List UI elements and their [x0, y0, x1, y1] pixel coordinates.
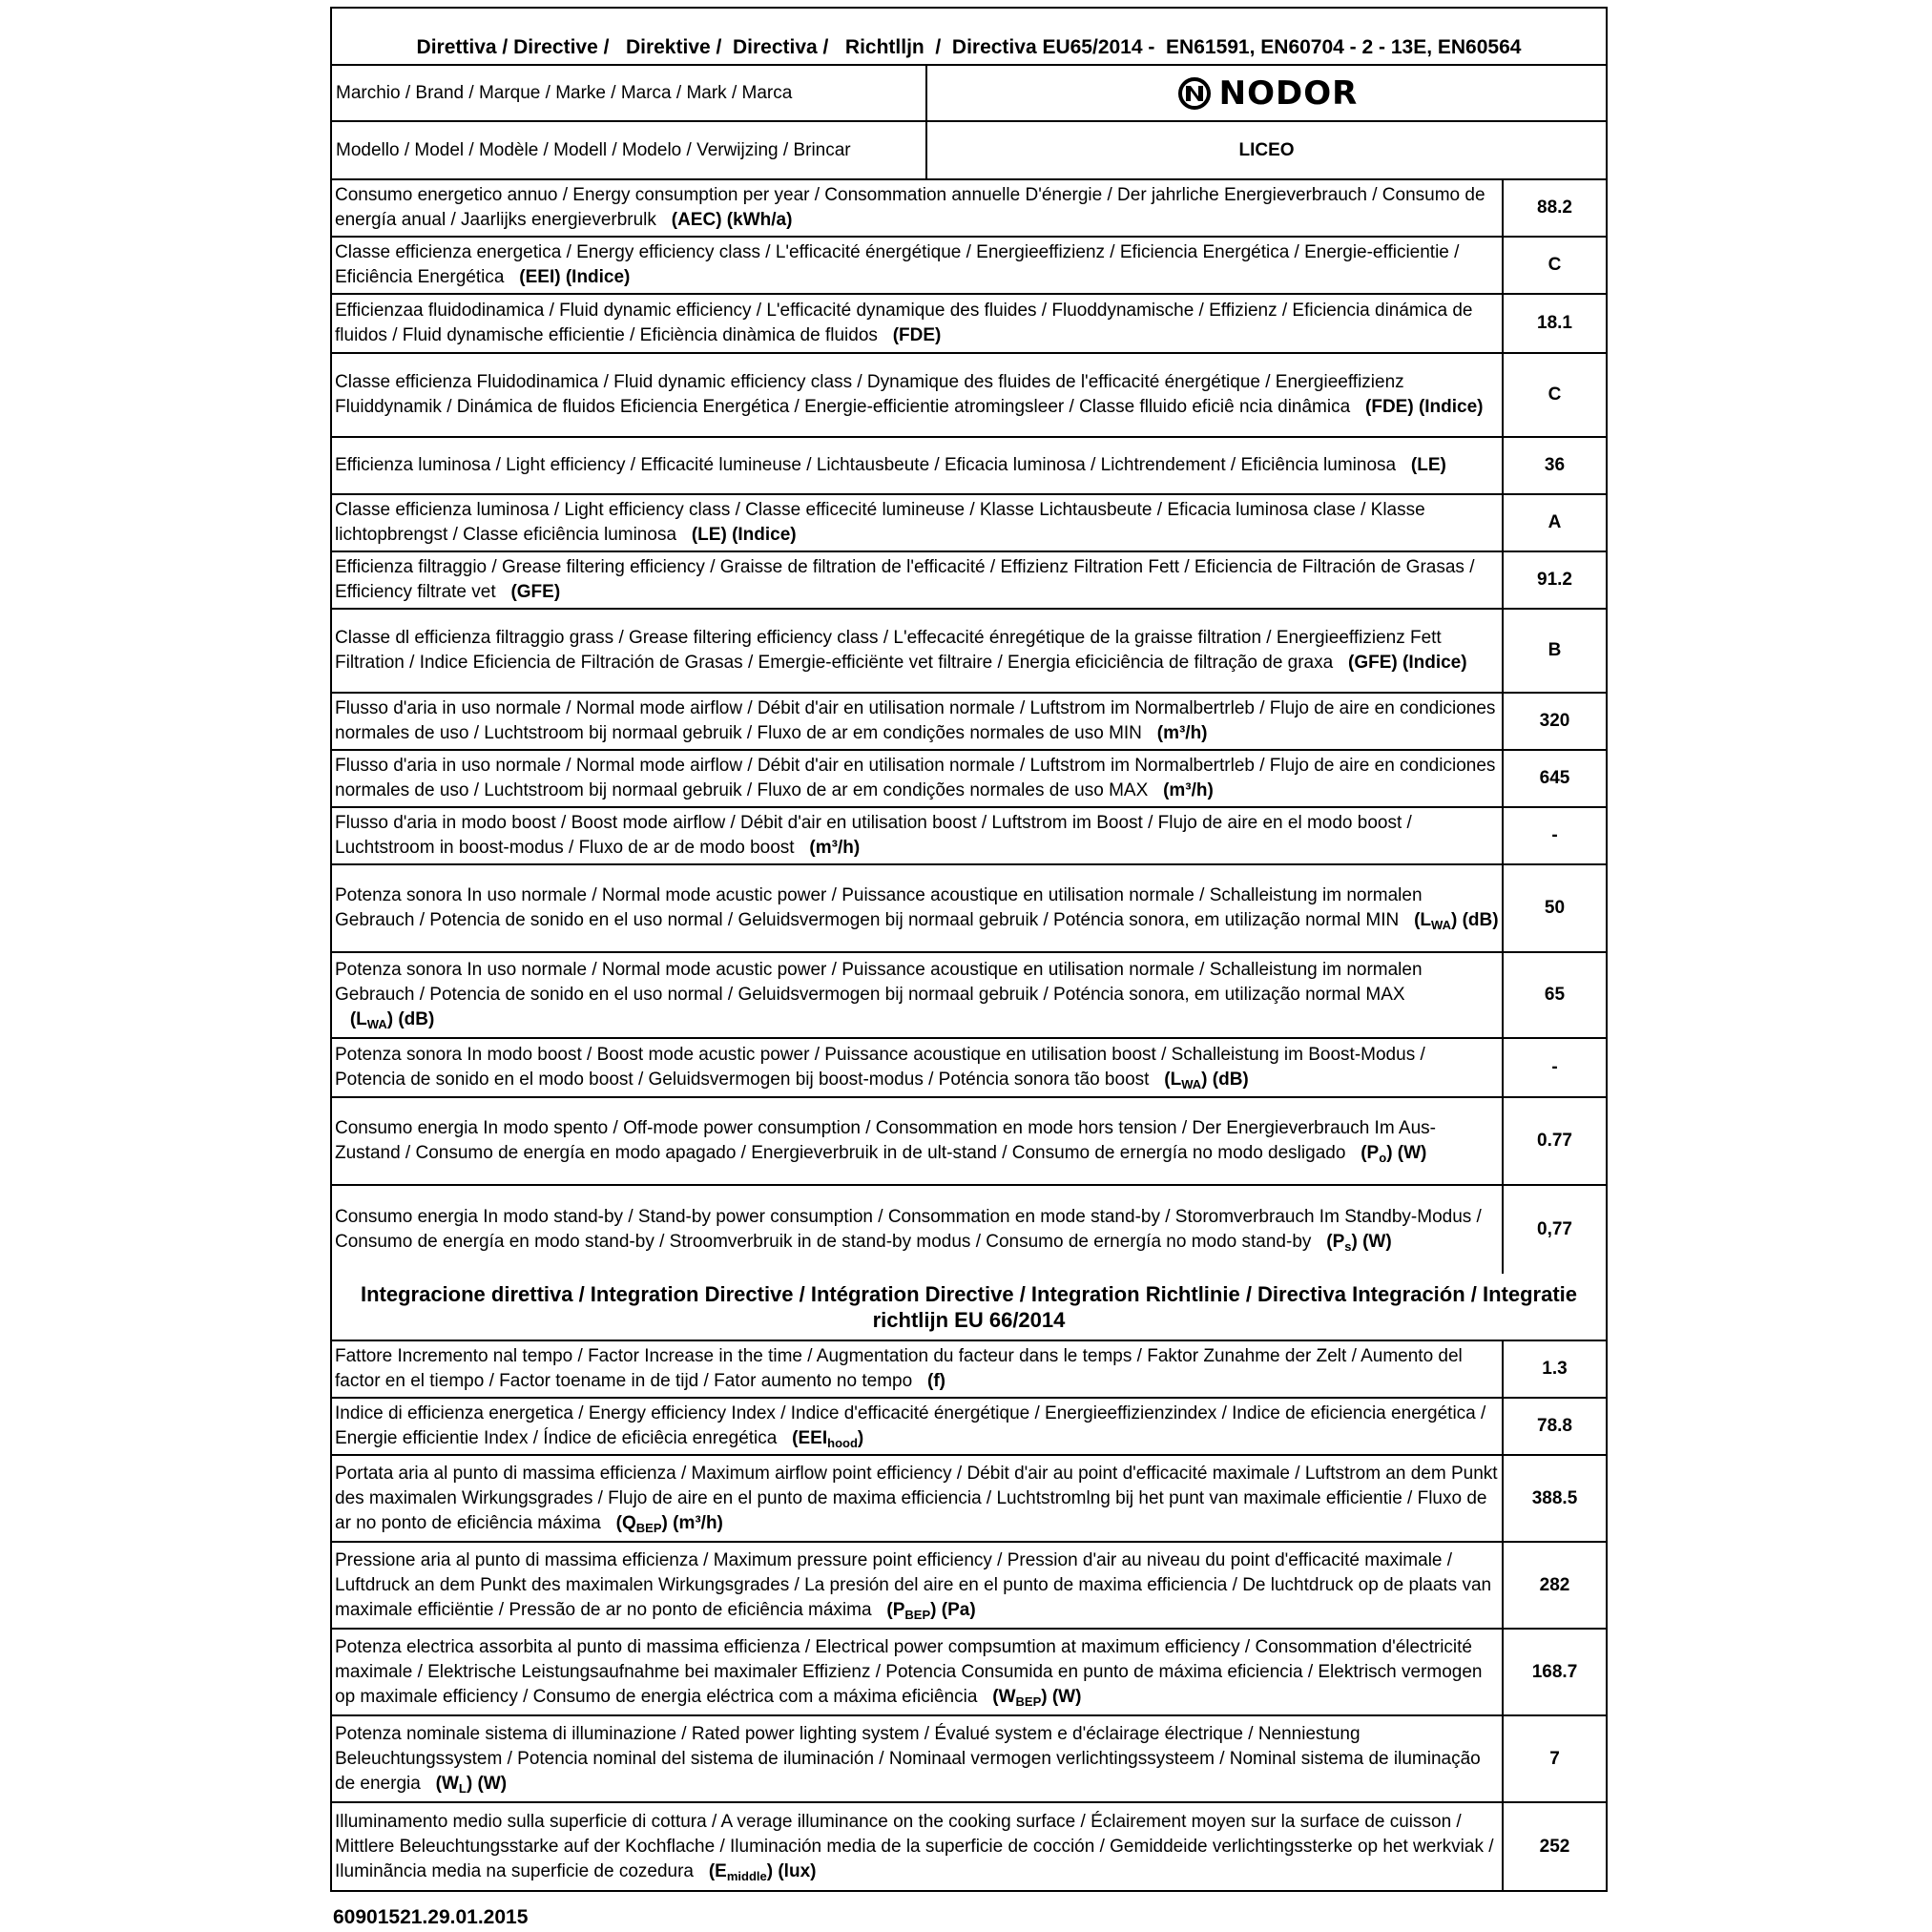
- row-unit: (m³/h): [1141, 723, 1208, 743]
- row-label: Efficienza filtraggio / Grease filtering efficiency / Graisse de filtration de l'efficacité / Effizienz Filtration Fett / Eficiencia de Filtración de Grasas / Efficiency filtrate vet: [335, 557, 1475, 602]
- integration-specs-table: [332, 1341, 1606, 1890]
- row-value: 168.7: [1531, 1661, 1578, 1682]
- row-description: [332, 1341, 1504, 1397]
- row-description: [332, 238, 1504, 293]
- row-description-text: [335, 1462, 1499, 1536]
- row-description-text: [335, 555, 1499, 605]
- row-unit: $(EEI_{hood})$: [777, 1428, 864, 1450]
- table-row: [332, 1341, 1606, 1399]
- row-value: 65: [1544, 985, 1566, 1005]
- row-description: [332, 694, 1504, 749]
- row-unit: (GFE): [495, 582, 561, 602]
- row-description: [332, 610, 1504, 692]
- row-description-text: [335, 958, 1499, 1032]
- row-label: Classe dl efficienza filtraggio grass / Grease filtering efficiency class / L'effecacité énregétique de la graisse filtration / Energieeffizienz Fett Filtration / Indice Eficiencia de Filtración de Grasas / Emergie-efficiënte vet filtraire / Energia eficiciência de filtração de graxa: [335, 628, 1442, 673]
- row-value: 645: [1539, 768, 1570, 788]
- row-value: 91.2: [1537, 570, 1572, 590]
- row-label: Illuminamento medio sulla superficie di cottura / A verage illuminance on the cooking surface / Éclairement moyen sur la surface de cuisson / Mittlere Beleuchtungsstarke auf der Kochflache / Iluminación media de la superficie de cocción / Gemiddeide verlichtingssterke op het werkviak / Iluminãncia media na superficie de cozedura: [335, 1811, 1494, 1881]
- table-row: [332, 953, 1606, 1039]
- row-label: Potenza nominale sistema di illuminazione / Rated power lighting system / Évalué system e d'éclairage électrique / Nenniestung Beleuchtungssystem / Potencia nominal del sistema de iluminación / Nominaal vermogen verlichtingssysteem / Nominal sistema de iluminação de energia: [335, 1723, 1481, 1794]
- row-value: 36: [1544, 455, 1566, 475]
- table-row: [332, 610, 1606, 694]
- table-row: [332, 751, 1606, 808]
- row-value: 1.3: [1542, 1359, 1568, 1379]
- row-value: 78.8: [1537, 1416, 1572, 1436]
- row-unit: $(P_s)$ (W): [1311, 1232, 1392, 1254]
- row-label: Consumo energia In modo stand-by / Stand-by power consumption / Consommation en mode stand-by / Storomverbrauch Im Standby-Modus / Consumo de energía en modo stand-by / Stroomverbruik in de stand-by modus / Consumo de ernergía no modo stand-by: [335, 1207, 1482, 1252]
- row-unit: (GFE) (Indice): [1333, 653, 1467, 673]
- row-description-text: [335, 1043, 1499, 1092]
- row-label: Potenza electrica assorbita al punto di massima efficienza / Electrical power compsumtion at maximum efficiency / Consommation d'électricité maximale / Elektrische Leistungsaufnahme bei maximaler Effizienz / Potencia Consumida en punto de máxima eficiencia / Elektrisch vermogen op maximale efficiency / Consumo de energia eléctrica com a máxima eficiência: [335, 1636, 1483, 1707]
- row-description-text: [335, 883, 1499, 933]
- row-value: C: [1548, 384, 1562, 405]
- row-label: Classe efficienza luminosa / Light efficiency class / Classe efficecité lumineuse / Klasse Lichtausbeute / Eficacia luminosa clase / Klasse lichtopbrengst / Classe eficiência luminosa: [335, 500, 1425, 545]
- row-description-text: [335, 1548, 1499, 1623]
- table-row: [332, 1630, 1606, 1716]
- row-description-text: [335, 299, 1499, 348]
- row-description-text: [335, 1205, 1499, 1255]
- row-unit: (FDE) (Indice): [1350, 397, 1484, 417]
- row-description: [332, 438, 1504, 493]
- row-description: [332, 1399, 1504, 1454]
- row-unit: $(P_o)$ (W): [1345, 1143, 1427, 1165]
- row-description-text: [335, 1810, 1499, 1884]
- row-value: 88.2: [1537, 197, 1572, 218]
- table-row: [332, 694, 1606, 751]
- table-row: [332, 295, 1606, 354]
- row-description-text: [335, 626, 1499, 675]
- logo-text: NODOR: [1218, 73, 1359, 113]
- row-value: -: [1551, 1057, 1558, 1077]
- row-description-text: [335, 240, 1499, 290]
- row-value: 320: [1539, 711, 1570, 731]
- table-row: [332, 1543, 1606, 1630]
- integration-section-title: Integracione direttiva / Integration Directive / Intégration Directive / Integration Richtlinie / Directiva Integración / Integratie richtlijn EU 66/2014: [332, 1274, 1606, 1341]
- table-row: [332, 1399, 1606, 1456]
- row-unit: $(W_{BEP})$ (W): [977, 1686, 1082, 1709]
- table-row: [332, 438, 1606, 495]
- row-description: [332, 1630, 1504, 1714]
- model-label: Modello / Model / Modèle / Modell / Modelo / Verwijzing / Brincar: [332, 122, 927, 178]
- row-value: 7: [1549, 1748, 1560, 1769]
- row-unit: $(W_L)$ (W): [420, 1773, 508, 1796]
- row-label: Flusso d'aria in uso normale / Normal mode airflow / Débit d'air en utilisation normale / Luftstrom im Normalbertrleb / Flujo de aire en condiciones normales de uso / Luchtstroom bij normaal gebruik / Fluxo de ar em condições normales de uso MIN: [335, 698, 1496, 743]
- brand-value: [927, 66, 1606, 120]
- row-unit: (EEI) (Indice): [504, 267, 631, 287]
- row-description: [332, 1803, 1504, 1890]
- row-description-text: [335, 1344, 1499, 1394]
- row-label: Classe efficienza Fluidodinamica / Fluid dynamic efficiency class / Dynamique des fluides de l'efficacité énergétique / Energieeffizienz Fluiddynamik / Dinámica de fluidos Eficiencia Energética / Energie-efficientie atromingsleer / Classe flluido eficiê ncia dinâmica: [335, 372, 1404, 417]
- row-value: B: [1548, 640, 1562, 660]
- row-value: 252: [1539, 1836, 1570, 1857]
- document-code: 60901521.29.01.2015: [333, 1906, 529, 1928]
- row-unit: (FDE): [877, 325, 942, 345]
- directive-title: Direttiva / Directive / Direktive / Directiva / Richtllјn / Directiva EU65/2014 - EN61591, EN60704 - 2 - 13E, EN60564: [332, 9, 1606, 66]
- row-label: Consumo energetico annuo / Energy consumption per year / Consommation annuelle D'énergie / Der jahrliche Energieverbrauch / Consumo de energía anual / Jaarlijks energieverbrulk: [335, 185, 1485, 230]
- row-value: 0.77: [1537, 1131, 1572, 1151]
- table-row: [332, 354, 1606, 438]
- row-description: [332, 865, 1504, 951]
- row-label: Potenza sonora In modo boost / Boost mode acustic power / Puissance acoustique en utilisation boost / Schalleistung im Boost-Modus / Potencia de sonido en el modo boost / Geluidsvermogen bij boost-modus / Poténcia sonora tão boost: [335, 1045, 1425, 1090]
- table-row: [332, 552, 1606, 610]
- row-label: Efficienzaa fluidodinamica / Fluid dynamic efficiency / L'efficacité dynamique des fluides / Fluoddynamische / Effizienz / Eficiencia dinámica de fluidos / Fluid dynamische efficientie / Eficiència dinàmica de fluidos: [335, 301, 1473, 345]
- table-row: [332, 1039, 1606, 1098]
- table-row: [332, 1098, 1606, 1186]
- nodor-logo: [1175, 74, 1359, 113]
- row-value: 388.5: [1531, 1487, 1578, 1508]
- row-unit: $(P_{BEP})$ (Pa): [871, 1599, 976, 1622]
- row-label: Potenza sonora In uso normale / Normal mode acustic power / Puissance acoustique en utilisation normale / Schalleistung im normalen Gebrauch / Potencia de sonido en el uso normal / Geluidsvermogen bij normaal gebruik / Poténcia sonora, em utilização normal MIN: [335, 885, 1423, 930]
- row-description: [332, 751, 1504, 806]
- row-value: A: [1548, 512, 1562, 532]
- row-description-text: [335, 1116, 1499, 1166]
- row-label: Flusso d'aria in modo boost / Boost mode airflow / Débit d'air en utilisation boost / Luftstrom im Boost / Flujo de aire en el modo boost / Luchtstroom in boost-modus / Fluxo de ar de modo boost: [335, 813, 1412, 858]
- table-row: [332, 808, 1606, 865]
- row-description-text: [335, 183, 1499, 233]
- row-label: Potenza sonora In uso normale / Normal mode acustic power / Puissance acoustique en utilisation normale / Schalleistung im normalen Gebrauch / Potencia de sonido en el uso normal / Geluidsvermogen bij normaal gebruik / Poténcia sonora, em utilização normal MAX: [335, 960, 1423, 1005]
- row-unit: $(L_{WA})$ (dB): [1399, 910, 1499, 932]
- row-label: Efficienza luminosa / Light efficiency / Efficacité lumineuse / Lichtausbeute / Eficacia luminosa / Lichtrendement / Eficiência luminosa: [335, 455, 1397, 475]
- table-row: [332, 1803, 1606, 1890]
- row-description: [332, 495, 1504, 551]
- row-unit: (f): [912, 1371, 945, 1391]
- row-description: [332, 295, 1504, 352]
- row-description-text: [335, 1635, 1499, 1710]
- row-description: [332, 1098, 1504, 1184]
- table-row: [332, 1716, 1606, 1803]
- row-description: [332, 808, 1504, 863]
- row-description-text: [335, 1722, 1499, 1797]
- row-description: [332, 1456, 1504, 1541]
- table-row: [332, 1456, 1606, 1543]
- row-label: Consumo energia In modo spento / Off-mode power consumption / Consommation en mode hors tension / Der Energieverbrauch Im Aus-Zustand / Consumo de energía en modo apagado / Energieverbruik in de ult-stand / Consumo de ernergía no modo desligado: [335, 1118, 1436, 1163]
- model-value: LICEO: [1238, 139, 1295, 160]
- row-description: [332, 1543, 1504, 1628]
- row-unit: (LE): [1396, 455, 1446, 475]
- brand-label: Marchio / Brand / Marque / Marke / Marca / Mark / Marca: [332, 66, 927, 120]
- row-unit: $(L_{WA})$ (dB): [1149, 1070, 1249, 1091]
- row-label: Flusso d'aria in uso normale / Normal mode airflow / Débit d'air en utilisation normale / Luftstrom im Normalbertrleb / Flujo de aire en condiciones normales de uso / Luchtstroom bij normaal gebruik / Fluxo de ar em condições normales de uso MAX: [335, 756, 1496, 800]
- row-value: C: [1548, 255, 1562, 275]
- table-row: [332, 238, 1606, 295]
- row-value: 282: [1539, 1574, 1570, 1595]
- row-description-text: [335, 498, 1499, 548]
- row-value: 18.1: [1537, 313, 1572, 333]
- row-unit: (m³/h): [1148, 780, 1214, 800]
- specs-table: [332, 180, 1606, 1274]
- row-description-text: [335, 453, 1446, 478]
- table-row: [332, 865, 1606, 953]
- row-unit: (m³/h): [794, 838, 861, 858]
- energy-label-table: [330, 7, 1608, 1892]
- row-description-text: [335, 370, 1499, 420]
- row-value: -: [1551, 825, 1558, 845]
- row-description: [332, 1186, 1504, 1274]
- row-description-text: [335, 696, 1499, 746]
- row-description-text: [335, 1402, 1499, 1451]
- row-label: Indice di efficienza energetica / Energy efficiency Index / Indice d'efficacité énergétique / Energieeffizienzindex / Indice de eficiencia energética / Energie efficientie Index / Índice de eficiêcia enregética: [335, 1403, 1486, 1448]
- row-label: Portata aria al punto di massima efficienza / Maximum airflow point efficiency / Débit d'air au point d'efficacité maximale / Luftstrom an dem Punkt des maximalen Wirkungsgrades / Flujo de aire en el punto de maxima efficiencia / Luchtstromlng bij het punt van maximale efficientie / Fluxo de ar no ponto de eficiência máxima: [335, 1463, 1498, 1533]
- row-value: 50: [1544, 898, 1566, 918]
- row-description: [332, 1039, 1504, 1096]
- row-label: Fattore Incremento nal tempo / Factor Increase in the time / Augmentation du facteur dans le temps / Faktor Zunahme der Zelt / Aumento del factor en el tiempo / Factor toename in de tijd / Fator aumento no tempo: [335, 1346, 1463, 1391]
- row-description-text: [335, 754, 1499, 803]
- table-row: [332, 180, 1606, 238]
- table-row: [332, 495, 1606, 552]
- row-label: Classe efficienza energetica / Energy efficiency class / L'efficacité énergétique / Energieeffizienz / Eficiencia Energética / Energie-efficientie / Eficiência Energética: [335, 242, 1460, 287]
- row-unit: $(Q_{BEP})$ (m³/h): [600, 1512, 723, 1535]
- brand-row: [332, 66, 1606, 122]
- row-description: [332, 180, 1504, 236]
- row-unit: $(E_{middle})$ (lux): [694, 1860, 817, 1883]
- row-description: [332, 953, 1504, 1037]
- row-description: [332, 354, 1504, 436]
- nodor-logo-icon: [1175, 77, 1214, 110]
- model-row: [332, 122, 1606, 180]
- row-description-text: [335, 811, 1499, 861]
- row-label: Pressione aria al punto di massima efficienza / Maximum pressure point efficiency / Pression d'air au niveau du point d'efficacité maximale / Luftdruck an dem Punkt des maximalen Wirkungsgrades / La presión del aire en el punto de maxima efficiencia / De luchtdruck op de plaats van maximale efficiëntie / Pressão de ar no ponto de eficiência máxima: [335, 1549, 1492, 1620]
- row-description: [332, 552, 1504, 608]
- row-value: 0,77: [1537, 1219, 1572, 1239]
- table-row: [332, 1186, 1606, 1274]
- row-description: [332, 1716, 1504, 1801]
- row-unit: (AEC) (kWh/a): [655, 210, 793, 230]
- row-unit: (LE) (Indice): [676, 525, 797, 545]
- row-unit: $(L_{WA})$ (dB): [335, 1009, 435, 1031]
